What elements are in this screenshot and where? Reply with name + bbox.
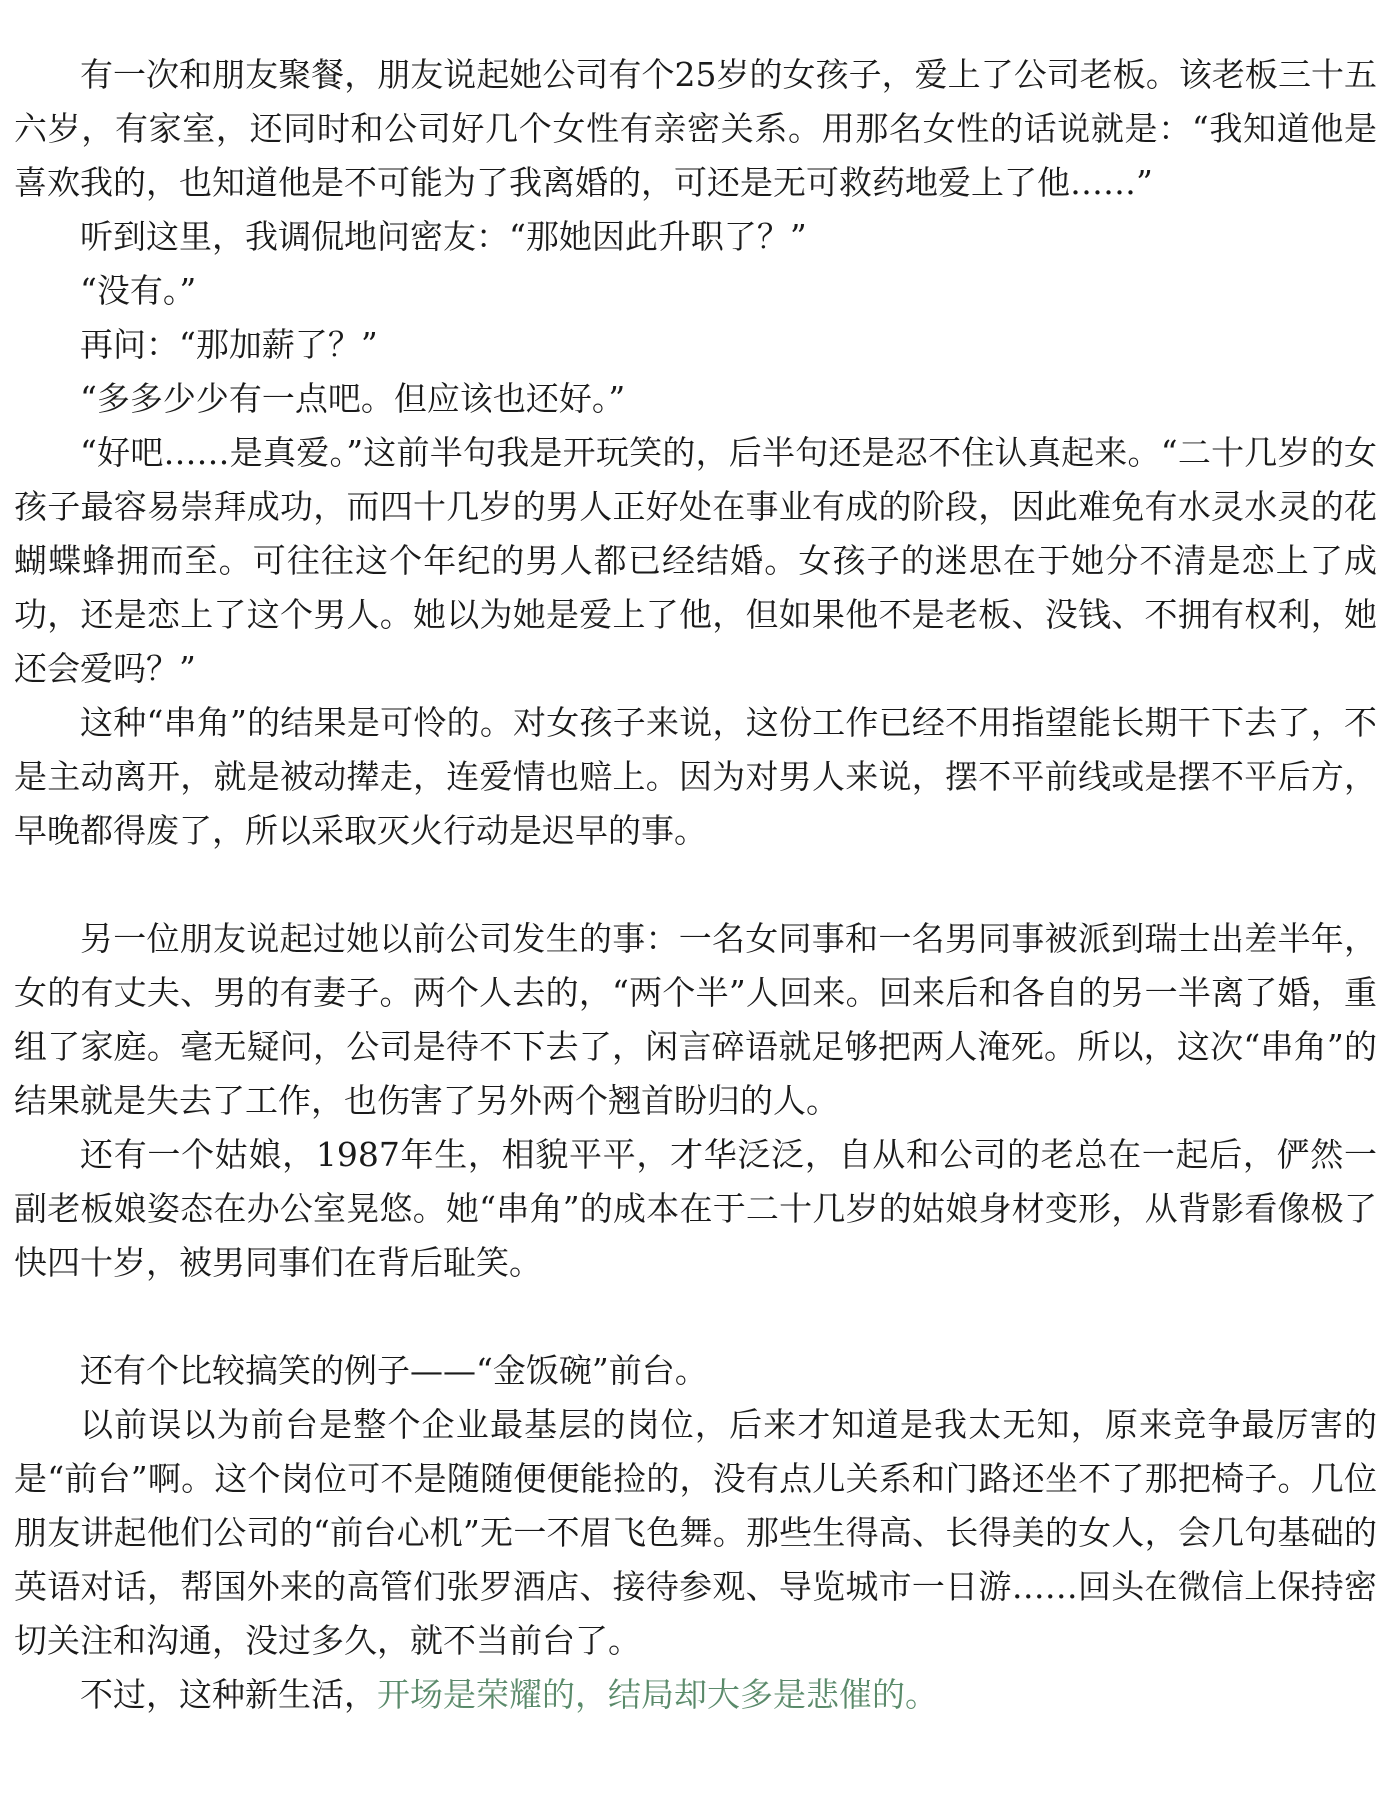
paragraph: 听到这里，我调侃地问密友：“那她因此升职了？” xyxy=(80,217,807,256)
paragraph: “多多少少有一点吧。但应该也还好。” xyxy=(80,379,626,418)
paragraph: 再问：“那加薪了？” xyxy=(80,325,378,364)
paragraph: 以前误以为前台是整个企业最基层的岗位，后来才知道是我太无知，原来竞争最厉害的是“前台”啊。这个岗位可不是随随便便能捡的，没有点儿关系和门路还坐不了那把椅子。几位朋友讲起他们公司的“前台心机”无一不眉飞色舞。那些生得高、长得美的女人，会几句基础的英语对话，帮国外来的高管们张罗酒店、接待参观、导览城市一日游……回头在微信上保持密切关注和沟通，没过多久，就不当前台了。 xyxy=(14,1405,1377,1660)
paragraph: “没有。” xyxy=(80,271,197,310)
article-body xyxy=(14,48,1377,1722)
paragraph: 另一位朋友说起过她以前公司发生的事：一名女同事和一名男同事被派到瑞士出差半年，女的有丈夫、男的有妻子。两个人去的，“两个半”人回来。回来后和各自的另一半离了婚，重组了家庭。毫无疑问，公司是待不下去了，闲言碎语就足够把两人淹死。所以，这次“串角”的结果就是失去了工作，也伤害了另外两个翘首盼归的人。 xyxy=(14,919,1377,1120)
final-paragraph xyxy=(14,1668,1377,1722)
paragraph: 还有一个姑娘，1987年生，相貌平平，才华泛泛，自从和公司的老总在一起后，俨然一副老板娘姿态在办公室晃悠。她“串角”的成本在于二十几岁的姑娘身材变形，从背影看像极了快四十岁，被男同事们在背后耻笑。 xyxy=(14,1135,1377,1282)
highlighted-text: 开场是荣耀的，结局却大多是悲催的。 xyxy=(377,1675,938,1714)
paragraph: “好吧……是真爱。”这前半句我是开玩笑的，后半句还是忍不住认真起来。“二十几岁的女孩子最容易崇拜成功，而四十几岁的男人正好处在事业有成的阶段，因此难免有水灵水灵的花蝴蝶蜂拥而至。可往往这个年纪的男人都已经结婚。女孩子的迷思在于她分不清是恋上了成功，还是恋上了这个男人。她以为她是爱上了他，但如果他不是老板、没钱、不拥有权利，她还会爱吗？” xyxy=(14,433,1377,688)
paragraph: 还有个比较搞笑的例子——“金饭碗”前台。 xyxy=(80,1351,708,1390)
section-gap xyxy=(14,858,1377,912)
section-gap xyxy=(14,1290,1377,1344)
paragraph: 有一次和朋友聚餐，朋友说起她公司有个25岁的女孩子，爱上了公司老板。该老板三十五六岁，有家室，还同时和公司好几个女性有亲密关系。用那名女性的话说就是：“我知道他是喜欢我的，也知道他是不可能为了我离婚的，可还是无可救药地爱上了他……” xyxy=(14,55,1377,202)
final-plain-text: 不过，这种新生活， xyxy=(80,1675,377,1714)
paragraph: 这种“串角”的结果是可怜的。对女孩子来说，这份工作已经不用指望能长期干下去了，不是主动离开，就是被动撵走，连爱情也赔上。因为对男人来说，摆不平前线或是摆不平后方，早晚都得废了，所以采取灭火行动是迟早的事。 xyxy=(14,703,1377,850)
